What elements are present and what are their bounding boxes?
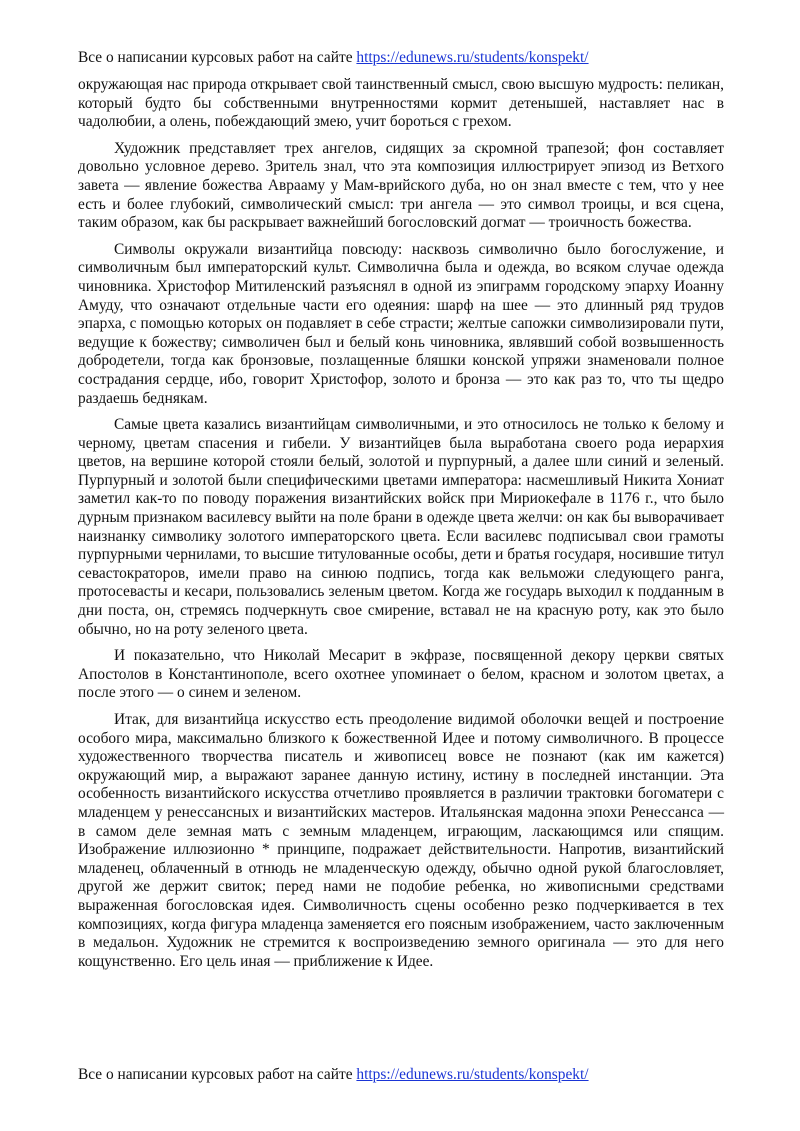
paragraph: Символы окружали византийца повсюду: насквозь символично было богослужение, и символичным был императорский культ. Символична была и одежда, во всяком случае одежда чиновника. Христофор Митиленский разъяснял в одной из эпиграмм городскому эпарху Иоанну Амуду, что означают отдельные части его одеяния: шарф на шее — это длинный ряд трудов эпарха, с помощью которых он подавляет в себе страсти; желтые сапожки символизировали пути, ведущие к божеству; символичен был и белый конь чиновника, являвший собой возвышенность добродетели, тогда как бронзовые, позлащенные бляшки конской упряжи знаменовали полное сострадания сердце, ибо, говорит Христофор, золото и бронза — это как раз то, что ты щедро раздаешь беднякам. bbox=[78, 240, 724, 407]
page-header bbox=[78, 48, 589, 68]
paragraph: Художник представляет трех ангелов, сидящих за скромной трапезой; фон составляет довольно условное дерево. Зритель знал, что эта композиция иллюстрирует эпизод из Ветхого завета — явление божества Аврааму у Мам-врийского дуба, но он знал вместе с тем, что у нее есть и более глубокий, символический смысл: три ангела — это символ троицы, и вся сцена, таким образом, как бы раскрывает важнейший богословский догмат — троичность божества. bbox=[78, 139, 724, 232]
paragraph-continuation: окружающая нас природа открывает свой таинственный смысл, свою высшую мудрость: пеликан, который будто бы собственными внутренностями кормит детенышей, наставляет нас в чадолюбии, а олень, побеждающий змею, учит бороться с грехом. bbox=[78, 76, 724, 131]
paragraph: Итак, для византийца искусство есть преодоление видимой оболочки вещей и построение особого мира, максимально близкого к божественной Идее и потому символичного. В процессе художественного творчества писатель и живописец вовсе не познают (как им кажется) окружающий мир, а выражают заранее данную истину, истину в последней инстанции. Эта особенность византийского искусства отчетливо проявляется в различии трактовки богоматери с младенцем у ренессансных и византийских мастеров. Итальянская мадонна эпохи Ренессанса — в самом деле земная мать с земным младенцем, играющим, ласкающимся или спящим. Изображение иллюзионно * принципе, подражает действительности. Напротив, византийский младенец, облаченный в отнюдь не младенческую одежду, обычно одной рукой благословляет, другой же держит свиток; перед нами не подобие ребенка, но живописными средствами выраженная богословская идея. Символичность сцены особенно резко подчеркивается в тех композициях, когда фигура младенца заменяется его поясным изображением, часто заключенным в медальон. Художник не стремится к воспроизведению земного оригинала — это для него кощунственно. Его цель иная — приближение к Идее. bbox=[78, 711, 724, 970]
footer-text: Все о написании курсовых работ на сайте bbox=[78, 1066, 357, 1083]
page-footer bbox=[78, 1065, 589, 1085]
document-body bbox=[78, 76, 724, 979]
header-text: Все о написании курсовых работ на сайте bbox=[78, 49, 357, 66]
paragraph: Самые цвета казались византийцам символичными, и это относилось не только к белому и черному, цветам спасения и гибели. У византийцев была выработана своего рода иерархия цветов, на вершине которой стояли белый, золотой и пурпурный, а далее шли синий и зеленый. Пурпурный и золотой были специфическими цветами императора: насмешливый Никита Хониат заметил как-то по поводу поражения византийских войск при Мириокефале в 1176 г., что было дурным признаком василевсу выйти на поле брани в одежде цвета желчи: он как бы выворачивает наизнанку символику золотого императорского цвета. Если василевс подписывал свои грамоты пурпурными чернилами, то высшие титулованные особы, дети и братья государя, носившие титул севастократоров, имели право на синюю подпись, тогда как вельможи следующего ранга, протосевасты и кесари, пользовались зеленым цветом. Когда же государь выходил к подданным в дни поста, он, стремясь подчеркнуть свое смирение, вставал не на красную роту, как это было обычно, но на роту зеленого цвета. bbox=[78, 416, 724, 638]
footer-link[interactable]: https://edunews.ru/students/konspekt/ bbox=[356, 1066, 589, 1083]
header-link[interactable]: https://edunews.ru/students/konspekt/ bbox=[356, 49, 589, 66]
paragraph: И показательно, что Николай Месарит в экфразе, посвященной декору церкви святых Апостолов в Константинополе, всего охотнее упоминает о белом, красном и золотом цветах, а после этого — о синем и зеленом. bbox=[78, 647, 724, 702]
